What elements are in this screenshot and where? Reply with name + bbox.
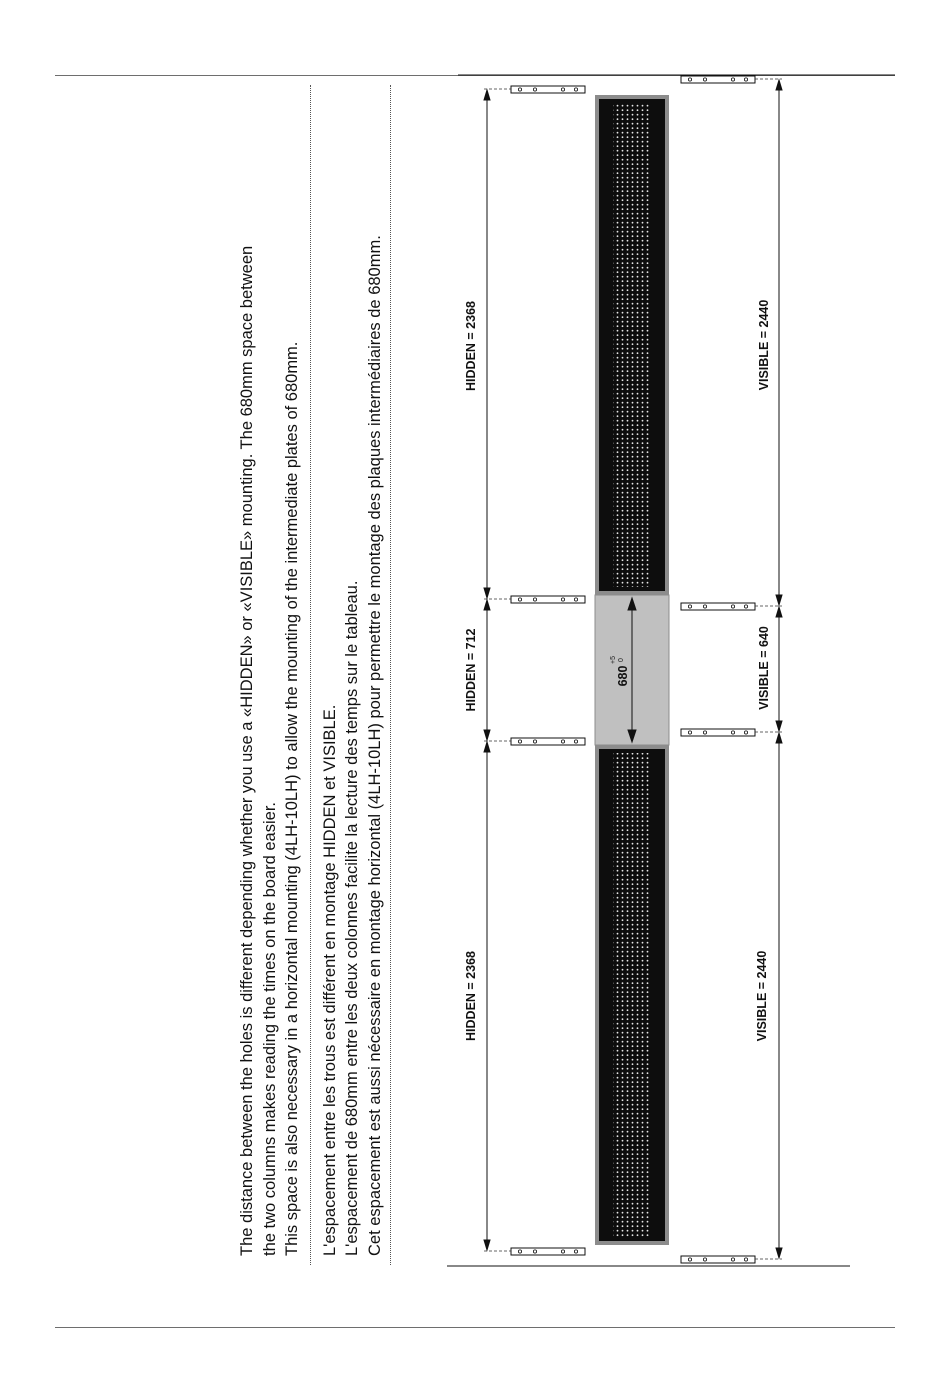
visible-bracket-4: [681, 1256, 755, 1263]
gap-tolerance-plus: +5: [610, 656, 617, 664]
visible-bracket-1: [681, 76, 755, 83]
visible-bracket-3: [681, 729, 755, 736]
hidden-top-label: HIDDEN = 2368: [464, 301, 478, 391]
hidden-bracket-2: [511, 596, 585, 603]
visible-dimension-line: [776, 80, 782, 1258]
hidden-bracket-1: [511, 86, 585, 93]
visible-top-label: VISIBLE = 2440: [757, 299, 771, 391]
hidden-bottom-label: HIDDEN = 2368: [464, 951, 478, 1041]
hidden-bracket-4: [511, 1248, 585, 1255]
gap-tolerance-minus: 0: [618, 658, 625, 662]
hidden-bracket-3: [511, 738, 585, 745]
visible-bottom-label: VISIBLE = 2440: [755, 950, 769, 1042]
french-line-2: L'espacement de 680mm entre les deux colonnes facilite la lecture des temps sur le tableau.: [343, 580, 361, 1256]
french-line-1: L'espacement entre les trous est différent en montage HIDDEN et VISIBLE.: [320, 704, 339, 1256]
hidden-mid-label: HIDDEN = 712: [464, 628, 478, 712]
english-line-2: the two columns makes reading the times on the board easier.: [260, 802, 279, 1256]
top-display-panel: [595, 95, 669, 595]
english-line-1: The distance between the holes is different depending whether you use a «HIDDEN» or «VISIBLE» mounting. The 680mm space between: [238, 245, 256, 1256]
hidden-dimension-line: [484, 90, 490, 1250]
gap-value-label: 680: [616, 665, 630, 687]
visible-bracket-2: [681, 603, 755, 610]
visible-mid-label: VISIBLE = 640: [757, 626, 771, 710]
french-line-3: Cet espacement est aussi nécessaire en montage horizontal (4LH-10LH) pour permettre le montage des plaques intermédiaires de 680mm.: [365, 235, 384, 1256]
bottom-display-panel: [595, 745, 669, 1245]
english-line-3: This space is also necessary in a horizontal mounting (4LH-10LH) to allow the mounting of the intermediate plates of 680mm.: [283, 341, 301, 1256]
